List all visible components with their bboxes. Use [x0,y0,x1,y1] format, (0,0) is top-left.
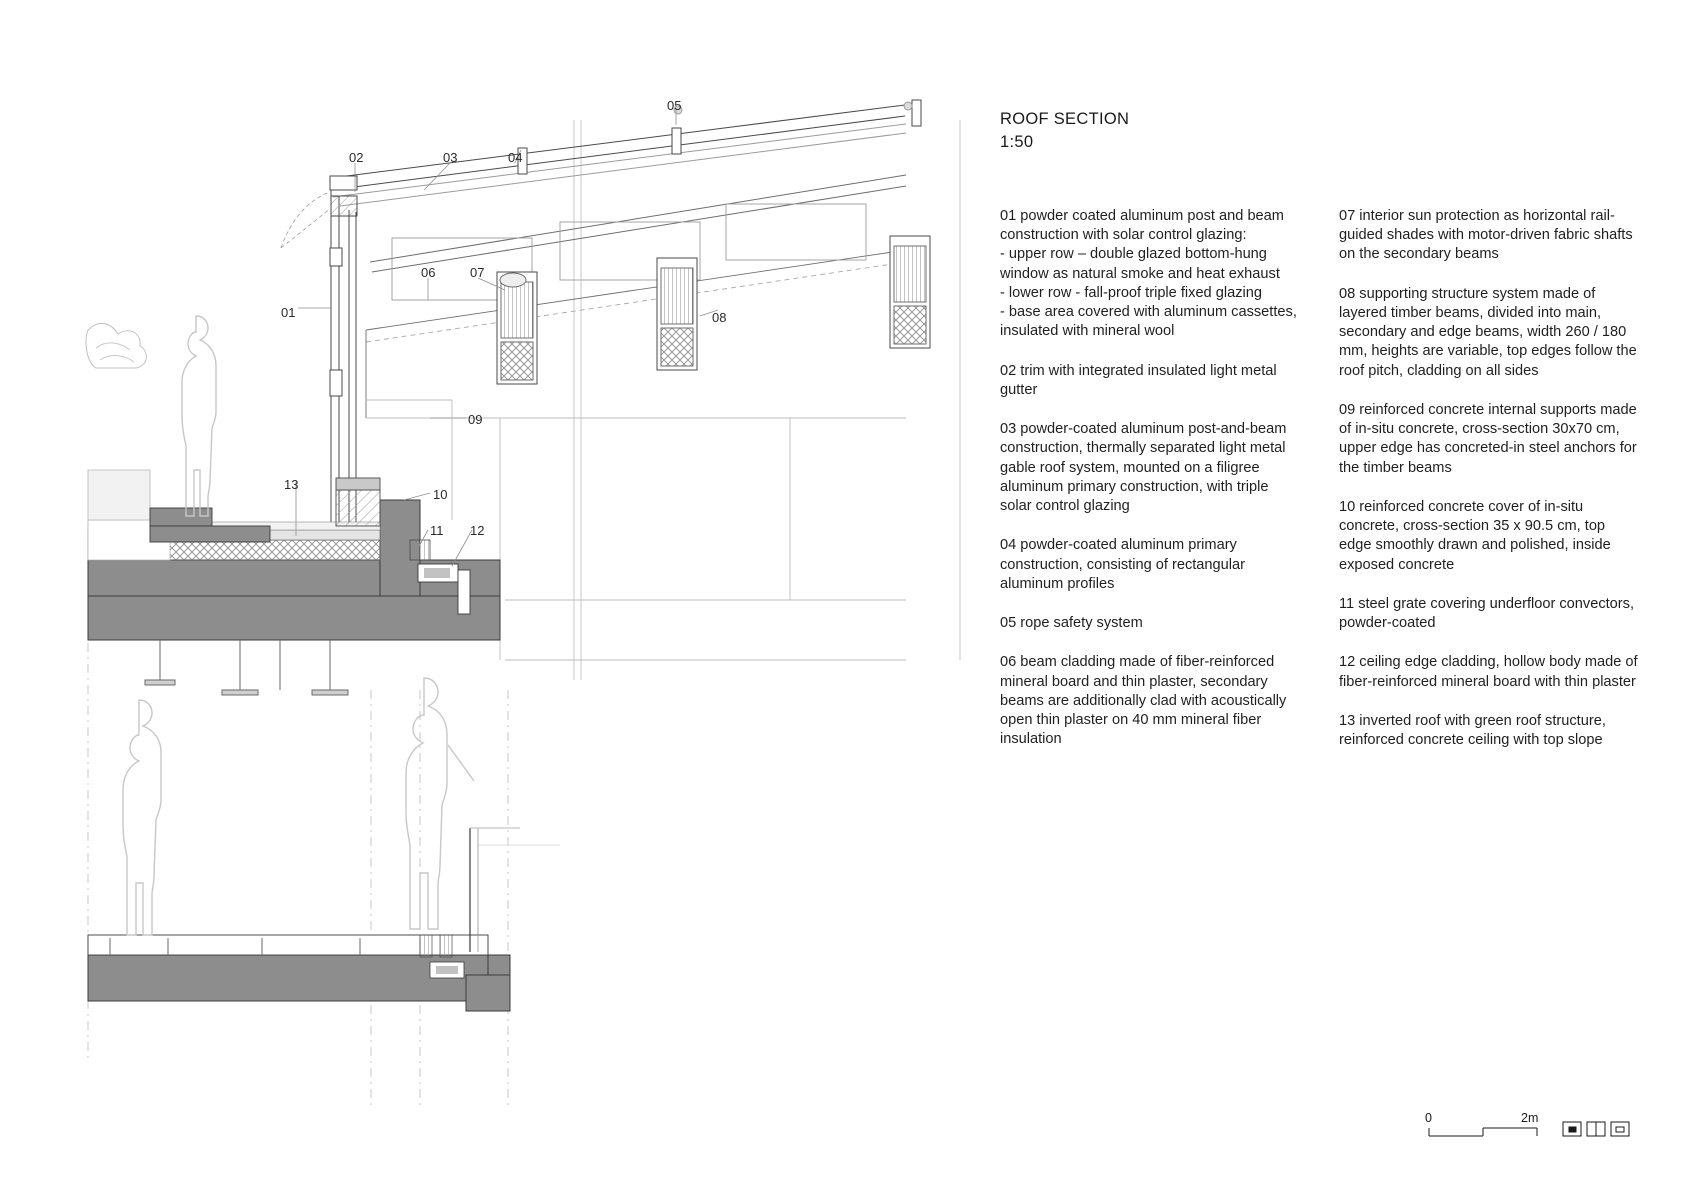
callout-10: 10 [433,487,448,502]
callout-01: 01 [281,305,296,320]
callout-04: 04 [508,150,523,165]
callout-08: 08 [712,310,727,325]
callout-03: 03 [443,150,458,165]
legend-item: 04 powder-coated aluminum primary construction, consisting of rectangular aluminum profiles [1000,537,1245,592]
callout-11: 11 [430,523,444,538]
scale-bar-two-meters: 2m [1521,1111,1539,1125]
legend-item: 08 supporting structure system made of layered timber beams, divided into main, secondary and edge beams, width 260 / 180 mm, heights are variable, top edges follow the roof pitch, cladding on all sides [1339,285,1637,379]
legend-item: 12 ceiling edge cladding, hollow body made of fiber-reinforced mineral board with thin plaster [1339,654,1638,690]
legend-item: 09 reinforced concrete internal supports made of in-situ concrete, cross-section 30x70 cm, upper edge has concreted-in steel anchors for the timber beams [1339,401,1637,476]
legend-item: 05 rope safety system [1000,615,1143,632]
callout-09: 09 [468,412,483,427]
vent-swing-arc [281,192,331,248]
legend-block [1000,108,1640,770]
callout-12: 12 [470,523,485,538]
legend-item: 01 powder coated aluminum post and beam construction with solar control glazing: [1000,207,1284,244]
legend-item: 10 reinforced concrete cover of in-situ concrete, cross-section 35 x 90.5 cm, top edge smoothly drawn and polished, inside exposed concrete [1339,498,1611,573]
legend-column-right [1339,207,1640,771]
callout-02: 02 [349,150,364,165]
legend-item: 07 interior sun protection as horizontal rail-guided shades with motor-driven fabric shafts on the secondary beams [1339,207,1633,263]
legend-item: 02 trim with integrated insulated light metal gutter [1000,362,1277,398]
ceiling-and-beams [366,204,906,418]
callout-05: 05 [667,98,682,113]
concrete-slab-lower [88,828,560,1011]
legend-item: - upper row – double glazed bottom-hung window as natural smoke and heat exhaust [1000,246,1280,282]
scale-bar [1425,1108,1655,1148]
human-figure-lower-right [406,678,474,929]
callout-07: 07 [470,265,485,280]
upper-roof [331,105,906,206]
callout-06: 06 [421,265,436,280]
drawing-geometry [86,100,960,1105]
human-figure-upper [182,316,216,516]
callout-13: 13 [284,477,299,492]
legend-item: - base area covered with aluminum cassettes, insulated with mineral wool [1000,304,1297,340]
legend-item: - lower row - fall-proof triple fixed glazing [1000,284,1262,301]
scale-bar-zero: 0 [1425,1111,1432,1125]
legend-item: 13 inverted roof with green roof structure, reinforced concrete ceiling with top slope [1339,712,1606,749]
legend-item: 06 beam cladding made of fiber-reinforced mineral board and thin plaster, secondary beams are additionally clad with acoustically open thin plaster on 40 mm mineral fiber insulation [1000,654,1287,748]
section-scale: 1:50 [1000,133,1034,152]
legend-item: 11 steel grate covering underfloor convectors, powder-coated [1339,595,1635,632]
slab-supports [145,640,348,695]
human-figure-lower-left [123,700,161,935]
lower-roof-plane [370,175,906,272]
section-title: ROOF SECTION [1000,110,1130,128]
section-title-group [1000,108,1640,155]
legend-item: 03 powder-coated aluminum post-and-beam construction, thermally separated light metal gable roof system, mounted on a filigree aluminum primary construction, with triple solar control glazing [1000,421,1287,515]
legend-column-left [1000,207,1301,771]
